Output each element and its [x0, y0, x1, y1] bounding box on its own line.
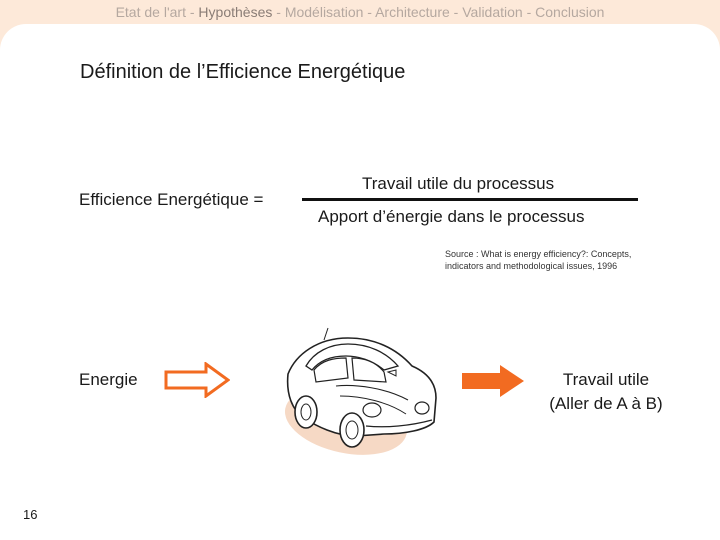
top-navigation	[0, 4, 720, 20]
formula-numerator: Travail utile du processus	[362, 174, 555, 193]
nav-item-etat-de-lart[interactable]: Etat de l'art	[115, 4, 186, 20]
nav-item-hypotheses[interactable]: Hypothèses	[198, 4, 273, 20]
nav-item-validation[interactable]: Validation	[462, 4, 523, 20]
output-label-line-2: (Aller de A à B)	[549, 394, 663, 413]
filled-arrow-icon	[460, 363, 526, 399]
nav-separator: -	[449, 4, 463, 20]
formula-denominator: Apport d’énergie dans le processus	[318, 207, 585, 226]
output-label-line-1: Travail utile	[562, 370, 650, 389]
nav-item-conclusion[interactable]: Conclusion	[535, 4, 605, 20]
nav-separator: -	[522, 4, 536, 20]
outline-arrow-icon	[164, 362, 230, 398]
page-number: 16	[23, 507, 38, 522]
slide-title: Définition de l’Efficience Energétique	[80, 61, 406, 83]
nav-item-modelisation[interactable]: Modélisation	[284, 4, 364, 20]
nav-separator: -	[185, 4, 199, 20]
slide-panel	[0, 24, 720, 540]
nav-item-architecture[interactable]: Architecture	[375, 4, 450, 20]
source-line-2: indicators and methodological issues, 1996	[445, 261, 618, 271]
nav-separator: -	[363, 4, 376, 20]
source-line-1: Source : What is energy efficiency?: Concepts,	[445, 249, 632, 259]
car-illustration	[276, 326, 446, 456]
fraction-line	[302, 198, 638, 201]
source-citation	[445, 248, 631, 272]
nav-separator: -	[272, 4, 285, 20]
output-label	[526, 368, 686, 416]
formula-lhs: Efficience Energétique =	[79, 190, 264, 209]
energie-label: Energie	[79, 370, 138, 389]
